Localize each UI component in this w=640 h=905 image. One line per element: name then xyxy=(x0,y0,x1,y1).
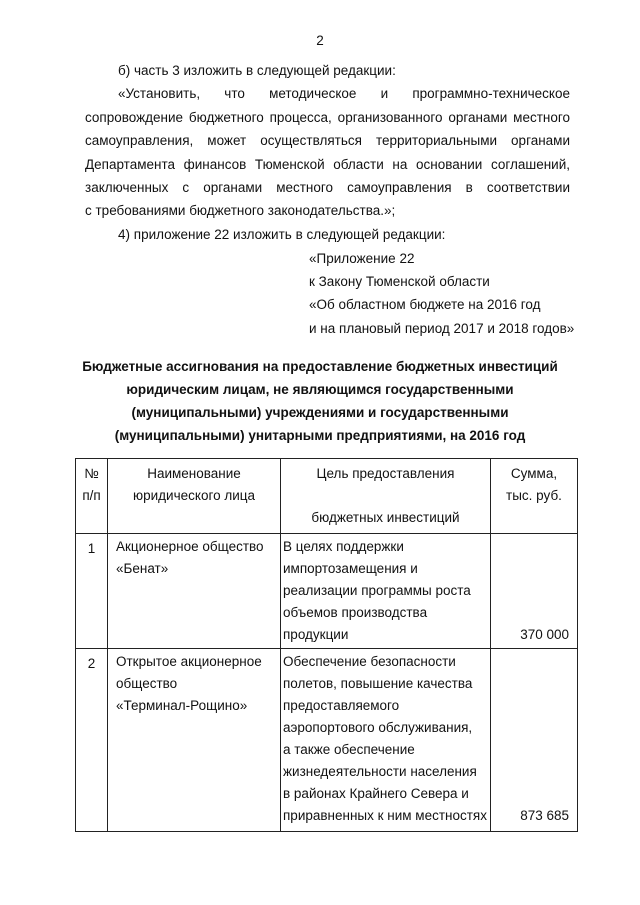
row-2-name-line-2: общество xyxy=(116,676,178,691)
row-2-goal-line-3: предоставляемого xyxy=(283,698,400,713)
header-num-line-2: п/п xyxy=(82,488,101,503)
appendix-line-3: «Об областном бюджете на 2016 год xyxy=(309,297,541,312)
header-sum-line-2: тыс. руб. xyxy=(506,488,562,503)
table-header-row xyxy=(76,459,578,534)
row-1-name-line-1: Акционерное общество xyxy=(116,539,264,554)
header-sum-line-1: Сумма, xyxy=(510,466,558,481)
quote-line-2: сопровождение бюджетного процесса, организованного органами местного xyxy=(85,110,570,125)
appendix-line-1: «Приложение 22 xyxy=(309,251,415,266)
row-1-goal-line-5: продукции xyxy=(283,627,349,642)
row-2-sum: 873 685 xyxy=(491,649,578,832)
header-sum xyxy=(491,459,578,534)
header-num-line-1: № xyxy=(84,466,99,481)
paragraph-item-4: 4) приложение 22 изложить в следующей редакции: xyxy=(118,227,446,242)
table-title-line-3: (муниципальными) учреждениями и государственными xyxy=(131,405,509,420)
row-2-goal-line-6: жизнедеятельности населения xyxy=(283,764,477,779)
row-1-name xyxy=(108,534,281,649)
quote-line-6: с требованиями бюджетного законодательства.»; xyxy=(85,203,396,218)
row-2-goal-line-7: в районах Крайнего Севера и xyxy=(283,786,469,801)
quote-line-1: «Установить, что методическое и программно-техническое xyxy=(118,86,570,101)
row-2-goal-line-1: Обеспечение безопасности xyxy=(283,654,456,669)
page-number: 2 xyxy=(316,33,324,48)
row-2-goal-line-8: приравненных к ним местностях xyxy=(283,808,487,823)
table-title-line-1: Бюджетные ассигнования на предоставление бюджетных инвестиций xyxy=(82,359,558,374)
appendix-line-4: и на плановый период 2017 и 2018 годов» xyxy=(309,321,575,336)
budget-investments-table xyxy=(75,458,578,832)
quote-line-4: Департамента финансов Тюменской области на основании соглашений, xyxy=(85,157,570,172)
header-goal-spacer xyxy=(281,485,490,507)
table-row xyxy=(76,649,578,832)
header-goal xyxy=(281,459,491,534)
row-2-goal-line-4: аэропортового обслуживания, xyxy=(283,720,473,735)
header-goal-line-1: Цель предоставления xyxy=(316,466,455,481)
table-title-line-4: (муниципальными) унитарными предприятиями, на 2016 год xyxy=(114,428,526,443)
row-1-goal-line-4: объемов производства xyxy=(283,605,428,620)
header-name-line-2: юридического лица xyxy=(133,488,255,503)
paragraph-b-intro: б) часть 3 изложить в следующей редакции: xyxy=(118,63,396,78)
row-1-name-line-2: «Бенат» xyxy=(116,561,169,576)
row-1-sum: 370 000 xyxy=(491,534,578,649)
row-1-goal xyxy=(281,534,491,649)
row-2-goal xyxy=(281,649,491,832)
row-2-name-line-1: Открытое акционерное xyxy=(116,654,262,669)
row-1-goal-line-2: импортозамещения и xyxy=(283,561,418,576)
row-1-goal-line-1: В целях поддержки xyxy=(283,539,404,554)
quote-line-3: самоуправления, может осуществляться территориальными органами xyxy=(85,133,570,148)
quote-line-5: заключенных с органами местного самоуправления в соответствии xyxy=(85,180,570,195)
table-row xyxy=(76,534,578,649)
header-name-line-1: Наименование xyxy=(147,466,241,481)
appendix-line-2: к Закону Тюменской области xyxy=(309,274,490,289)
row-2-goal-line-2: полетов, повышение качества xyxy=(283,676,473,691)
header-num xyxy=(76,459,108,534)
row-1-goal-line-3: реализации программы роста xyxy=(283,583,471,598)
row-2-goal-line-5: а также обеспечение xyxy=(283,742,415,757)
row-2-name-line-3: «Терминал-Рощино» xyxy=(116,698,248,713)
row-2-name xyxy=(108,649,281,832)
row-2-num: 2 xyxy=(76,649,108,832)
row-1-num: 1 xyxy=(76,534,108,649)
header-name xyxy=(108,459,281,534)
header-goal-line-2: бюджетных инвестиций xyxy=(311,510,460,525)
table-title-line-2: юридическим лицам, не являющимся государственными xyxy=(126,382,514,397)
